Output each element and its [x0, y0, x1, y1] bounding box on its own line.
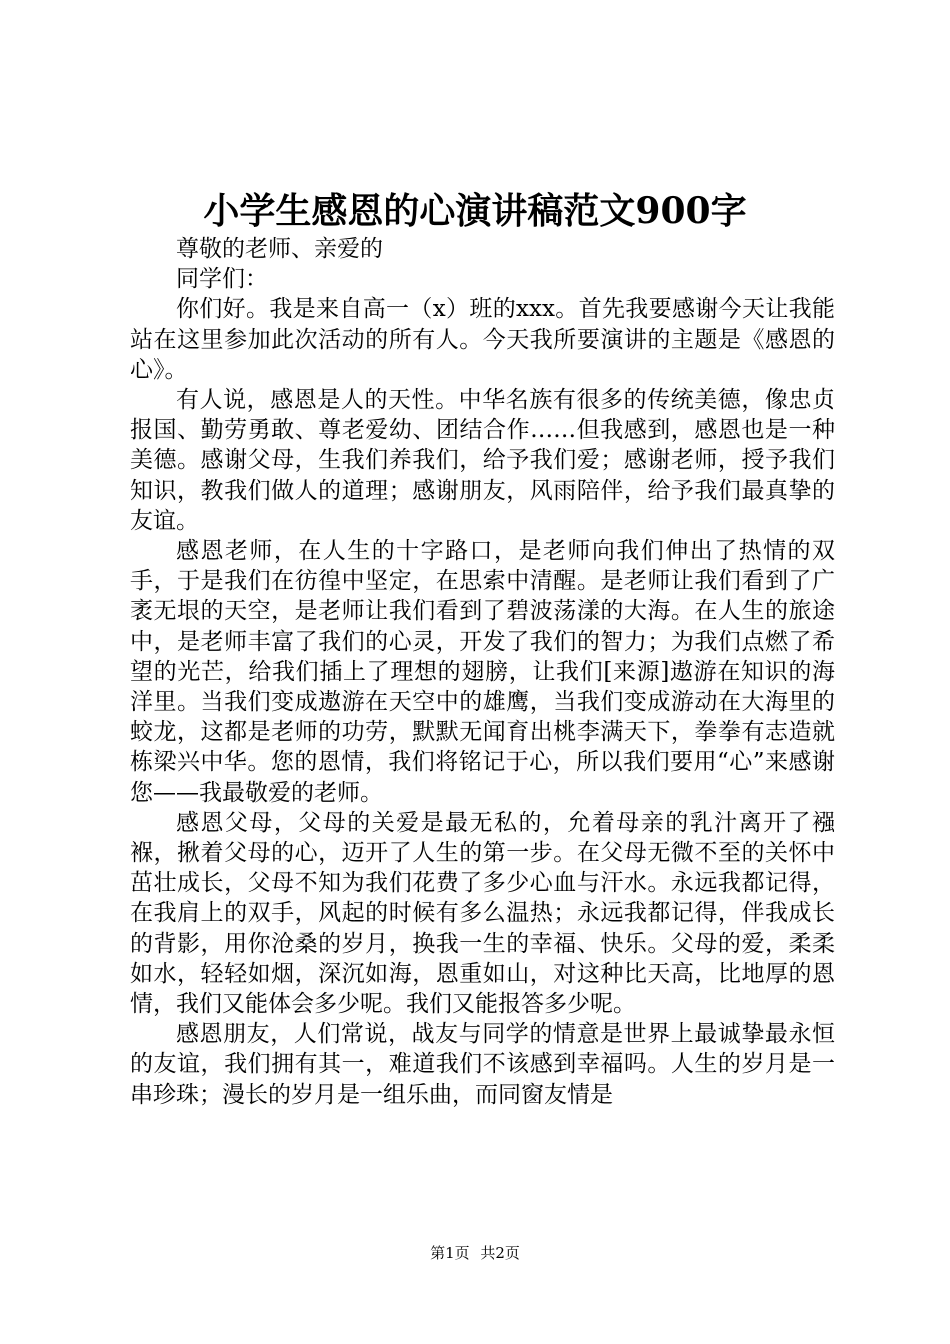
page-total: 共2页 [480, 1244, 520, 1262]
document-title: 小学生感恩的心演讲稿范文900字 [203, 190, 747, 232]
document-body [130, 234, 835, 1110]
paragraph-thank-parents: 感恩父母，父母的关爱是最无私的，允着母亲的乳汁离开了襁褓，揪着父母的心，迈开了人生的第一步。在父母无微不至的关怀中茁壮成长，父母不知为我们花费了多少心血与汗水。永远我都记得，在我肩上的双手，风起的时候有多么温热；永远我都记得，伴我成长的背影，用你沧桑的岁月，换我一生的幸福、快乐。父母的爱，柔柔如水，轻轻如烟，深沉如海，恩重如山，对这种比天高，比地厚的恩情，我们又能体会多少呢。我们又能报答多少呢。 [130, 809, 835, 1018]
paragraph-greeting: 你们好。我是来自高一（x）班的xxx。首先我要感谢今天让我能站在这里参加此次活动的所有人。今天我所要演讲的主题是《感恩的心》。 [130, 296, 835, 383]
paragraph-thank-friends: 感恩朋友，人们常说，战友与同学的情意是世界上最诚挚最永恒的友谊，我们拥有其一，难道我们不该感到幸福吗。人生的岁月是一串珍珠；漫长的岁月是一组乐曲，而同窗友情是 [130, 1021, 835, 1108]
paragraph-gratitude-virtue: 有人说，感恩是人的天性。中华名族有很多的传统美德，像忠贞报国、勤劳勇敢、尊老爱幼、团结合作……但我感到，感恩也是一种美德。感谢父母，生我们养我们，给予我们爱；感谢老师，授予我们知识，教我们做人的道理；感谢朋友，风雨陪伴，给予我们最真挚的友谊。 [130, 387, 835, 534]
page-number: 第1页 [430, 1244, 470, 1262]
salutation-line-1: 尊敬的老师、亲爱的 [176, 236, 383, 262]
salutation-line-2: 同学们： [176, 266, 268, 293]
page-footer [0, 1243, 950, 1263]
paragraph-thank-teachers: 感恩老师，在人生的十字路口，是老师向我们伸出了热情的双手，于是我们在彷徨中坚定，在思索中清醒。是老师让我们看到了广袤无垠的天空，是老师让我们看到了碧波荡漾的大海。在人生的旅途中，是老师丰富了我们的心灵，开发了我们的智力；为我们点燃了希望的光芒，给我们插上了理想的翅膀，让我们[来源]遨游在知识的海洋里。当我们变成遨游在天空中的雄鹰，当我们变成游动在大海里的蛟龙，这都是老师的功劳，默默无闻育出桃李满天下，拳拳有志造就栋梁兴中华。您的恩情，我们将铭记于心，所以我们要用“心”来感谢您——我最敬爱的老师。 [130, 538, 835, 806]
